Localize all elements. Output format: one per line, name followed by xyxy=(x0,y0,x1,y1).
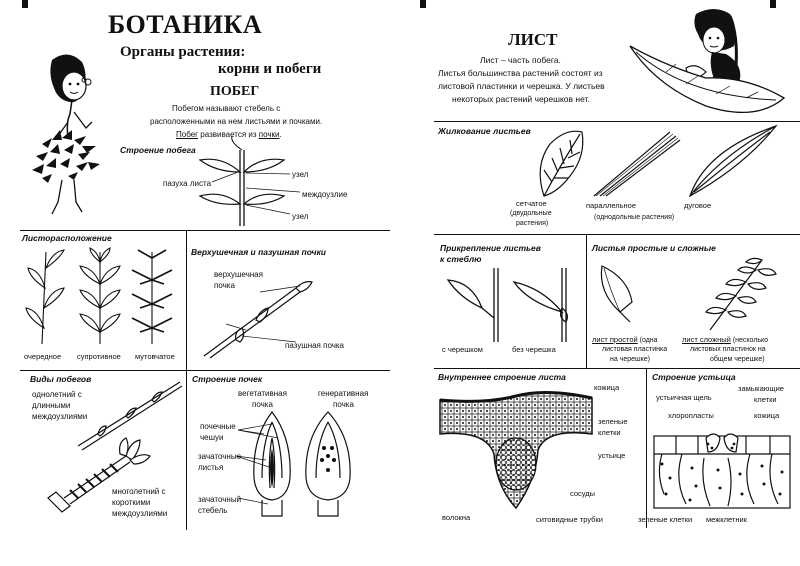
diagram-label: многолетний с xyxy=(112,487,166,496)
term-compound-leaf: лист сложный xyxy=(682,335,731,344)
section-title: Листорасположение xyxy=(22,233,112,243)
section-title: Строение устьица xyxy=(652,372,736,382)
diagram-label: устьичная щель xyxy=(656,393,712,402)
diagram-label: (однодольные растения) xyxy=(594,214,675,221)
diagram-label: ситовидные трубки xyxy=(536,515,603,524)
intro-text: Листья большинства растений состоят из xyxy=(438,68,603,78)
diagram-label: зачаточный xyxy=(198,495,242,504)
definition-term: Побег xyxy=(176,130,199,139)
diagram-label: (двудольные xyxy=(510,210,552,217)
diagram-label: генеративная xyxy=(318,389,369,398)
section-title: Внутреннее строение листа xyxy=(438,372,566,382)
diagram-label: (одна xyxy=(637,337,658,344)
diagram-label: мутовчатое xyxy=(135,352,175,361)
diagram-label: без черешка xyxy=(512,345,556,354)
diagram-label: сосуды xyxy=(570,489,596,498)
right-page xyxy=(420,0,800,566)
section-title: Строение почек xyxy=(192,374,263,384)
diagram-label: почка xyxy=(333,400,354,409)
diagram-label: на черешке) xyxy=(610,356,651,363)
diagram-label: с черешком xyxy=(442,345,483,354)
diagram-label: стебель xyxy=(198,506,228,515)
page-title: БОТАНИКА xyxy=(108,10,263,39)
diagram-label: однолетний с xyxy=(32,390,82,399)
diagram-label: межклетник xyxy=(706,515,747,524)
section-title: Строение побега xyxy=(120,145,196,155)
divider xyxy=(186,370,187,530)
girl-illustration xyxy=(22,52,112,217)
definition-text: Побегом называют стебель с xyxy=(172,104,281,113)
diagram-label: дуговое xyxy=(684,201,712,210)
diagram-label: кожица xyxy=(594,383,620,392)
leaf-attachment-diagram xyxy=(438,268,583,344)
diagram-label: зеленые xyxy=(598,417,628,426)
divider xyxy=(434,234,800,235)
divider xyxy=(646,368,647,528)
section-title: Верхушечная и пазушная почки xyxy=(191,247,326,257)
definition-term: почки xyxy=(258,130,280,139)
divider xyxy=(186,230,187,370)
diagram-label: замыкающие xyxy=(738,384,784,393)
diagram-label: междоузлиями xyxy=(112,509,168,518)
diagram-label: клетки xyxy=(598,428,621,437)
intro-text: некоторых растений черешков нет. xyxy=(452,94,590,104)
term-simple-leaf: лист простой xyxy=(592,335,638,344)
diagram-label: пазушная почка xyxy=(285,341,345,350)
definition-text xyxy=(176,130,282,139)
diagram-label: (несколько xyxy=(730,337,769,344)
diagram-label: зачаточные xyxy=(198,452,242,461)
diagram-label: параллельное xyxy=(586,201,637,210)
page-subtitle: корни и побеги xyxy=(218,61,322,77)
diagram-label: листовых пластинок на xyxy=(690,346,766,353)
diagram-label: верхушечная xyxy=(214,270,263,279)
section-title: Жилкование листьев xyxy=(438,126,531,136)
diagram-label: листья xyxy=(198,463,224,472)
diagram-label: сетчатое xyxy=(516,199,547,208)
diagram-label: листовая пластинка xyxy=(602,346,668,353)
diagram-label: растения) xyxy=(516,220,549,227)
diagram-label: междоузлие xyxy=(302,190,348,199)
stoma-diagram xyxy=(652,424,792,510)
diagram-label: вегетативная xyxy=(238,389,287,398)
diagram-label: зеленые клетки xyxy=(638,515,693,524)
diagram-label: чешуи xyxy=(200,433,224,442)
definition-text: развивается из xyxy=(198,130,259,139)
section-title: Прикрепление листьев xyxy=(440,243,541,253)
diagram-label: почка xyxy=(252,400,273,409)
section-title: Листья простые и сложные xyxy=(592,243,716,253)
diagram-label: почечные xyxy=(200,422,236,431)
diagram-label: кожица xyxy=(754,411,780,420)
page-title: ЛИСТ xyxy=(508,30,558,49)
diagram-label: устьице xyxy=(598,451,626,460)
diagram-label: очередное xyxy=(24,352,62,361)
diagram-label: узел xyxy=(292,170,309,179)
divider xyxy=(20,370,390,371)
section-heading: ПОБЕГ xyxy=(210,84,260,99)
diagram-label: короткими xyxy=(112,498,151,507)
page-subtitle: Органы растения: xyxy=(120,44,246,60)
divider xyxy=(434,368,800,369)
diagram-label xyxy=(682,336,768,345)
diagram-label xyxy=(592,336,658,345)
diagram-label: узел xyxy=(292,212,309,221)
diagram-label: супротивное xyxy=(77,352,121,361)
diagram-label: общем черешке) xyxy=(710,356,765,363)
definition-text: . xyxy=(279,130,282,139)
simple-compound-diagram xyxy=(596,256,796,334)
diagram-label: пазуха листа xyxy=(163,179,212,188)
diagram-label: почка xyxy=(214,281,235,290)
bud-structure-diagram xyxy=(232,408,372,518)
diagram-label: длинными xyxy=(32,401,71,410)
leaf-arrangement-diagram xyxy=(20,248,185,348)
definition-text: расположенными на нем листьями и почками. xyxy=(150,117,323,126)
diagram-label: междоузлиями xyxy=(32,412,88,421)
girl-on-leaf-illustration xyxy=(626,6,786,121)
intro-text: Лист – часть побега. xyxy=(480,55,561,65)
venation-diagram xyxy=(530,126,780,198)
diagram-label: хлоропласты xyxy=(668,411,714,420)
divider xyxy=(434,121,800,122)
divider xyxy=(20,230,390,231)
intro-text: листовой пластинки и черешка. У листьев xyxy=(438,81,605,91)
diagram-label: волокна xyxy=(442,513,471,522)
section-title: Виды побегов xyxy=(30,374,92,384)
section-title: к стеблю xyxy=(440,254,482,264)
divider xyxy=(586,234,587,368)
diagram-label: клетки xyxy=(754,395,777,404)
